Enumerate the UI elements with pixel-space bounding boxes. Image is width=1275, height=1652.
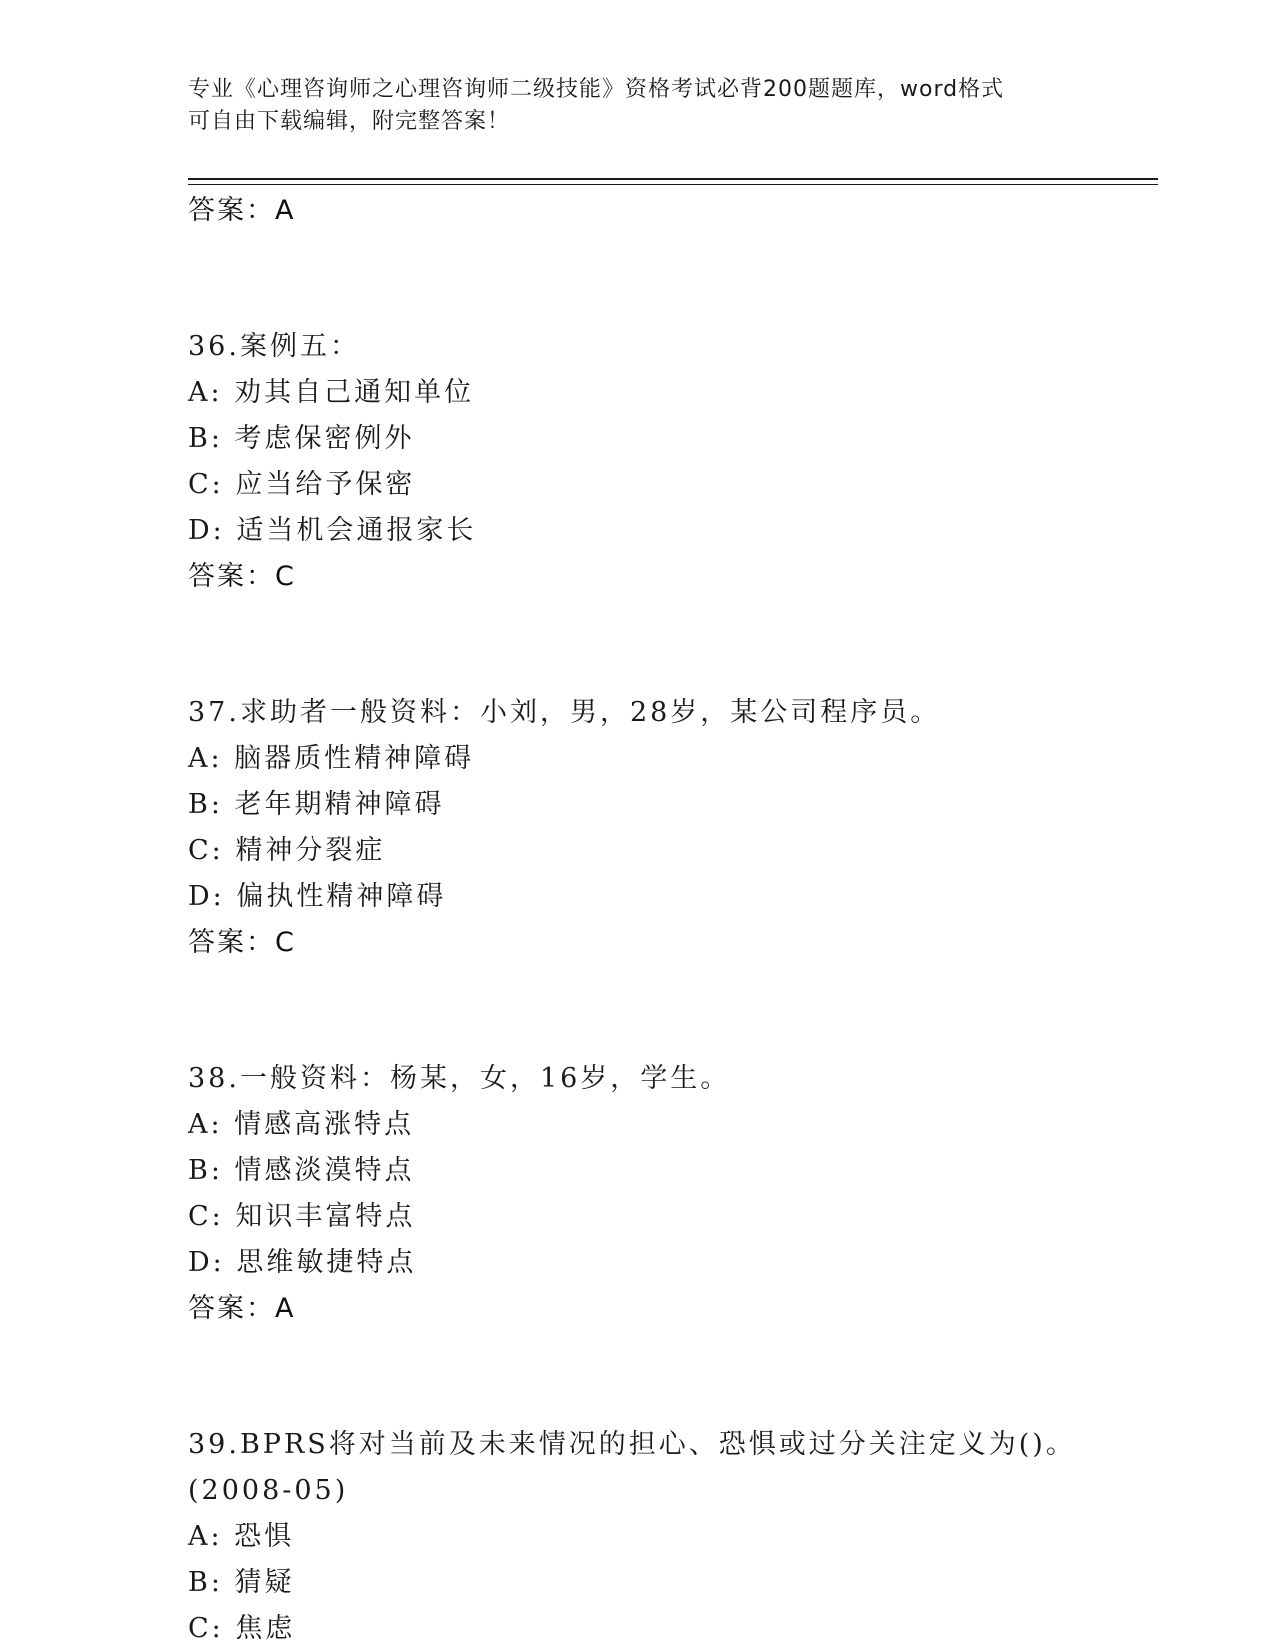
question-36-option-c: C: 应当给予保密	[188, 469, 416, 500]
question-36-option-b: B: 考虑保密例外	[188, 423, 415, 454]
question-38	[188, 1056, 1158, 1332]
spacer	[188, 600, 1158, 690]
question-37	[188, 690, 1158, 966]
question-37-option-c: C: 精神分裂症	[188, 835, 386, 866]
question-38-stem: 38.一般资料：杨某，女，16岁，学生。	[188, 1063, 731, 1094]
question-list	[188, 188, 1158, 1652]
question-37-option-b: B: 老年期精神障碍	[188, 789, 445, 820]
question-38-option-a: A: 情感高涨特点	[188, 1109, 415, 1140]
header-line-1: 专业《心理咨询师之心理咨询师二级技能》资格考试必背200题题库，word格式	[188, 77, 1005, 102]
spacer	[188, 1332, 1158, 1422]
question-36-stem: 36.案例五：	[188, 331, 360, 362]
question-36-option-a: A: 劝其自己通知单位	[188, 377, 475, 408]
question-38-option-b: B: 情感淡漠特点	[188, 1155, 415, 1186]
question-39	[188, 1422, 1158, 1652]
header-line-2: 可自由下载编辑，附完整答案！	[188, 109, 511, 134]
question-39-option-c: C: 焦虑	[188, 1613, 296, 1644]
page-header	[188, 74, 1088, 138]
question-39-option-a: A: 恐惧	[188, 1521, 295, 1552]
question-36-answer: 答案：C	[188, 561, 296, 592]
header-divider-thin	[188, 184, 1158, 185]
spacer	[188, 234, 1158, 324]
question-38-option-c: C: 知识丰富特点	[188, 1201, 416, 1232]
question-36	[188, 324, 1158, 600]
question-37-stem: 37.求助者一般资料：小刘，男，28岁，某公司程序员。	[188, 697, 941, 728]
question-38-answer: 答案：A	[188, 1293, 296, 1324]
header-divider-thick	[188, 178, 1158, 180]
question-38-option-d: D: 思维敏捷特点	[188, 1247, 417, 1278]
question-37-option-a: A: 脑器质性精神障碍	[188, 743, 475, 774]
question-37-option-d: D: 偏执性精神障碍	[188, 881, 447, 912]
question-39-stem: 39.BPRS将对当前及未来情况的担心、恐惧或过分关注定义为()。	[188, 1429, 1076, 1460]
question-39-stem-date: (2008-05)	[188, 1475, 349, 1506]
question-37-answer: 答案：C	[188, 927, 296, 958]
question-39-option-b: B: 猜疑	[188, 1567, 295, 1598]
question-36-option-d: D: 适当机会通报家长	[188, 515, 477, 546]
answer-35: 答案：A	[188, 195, 296, 226]
spacer	[188, 966, 1158, 1056]
